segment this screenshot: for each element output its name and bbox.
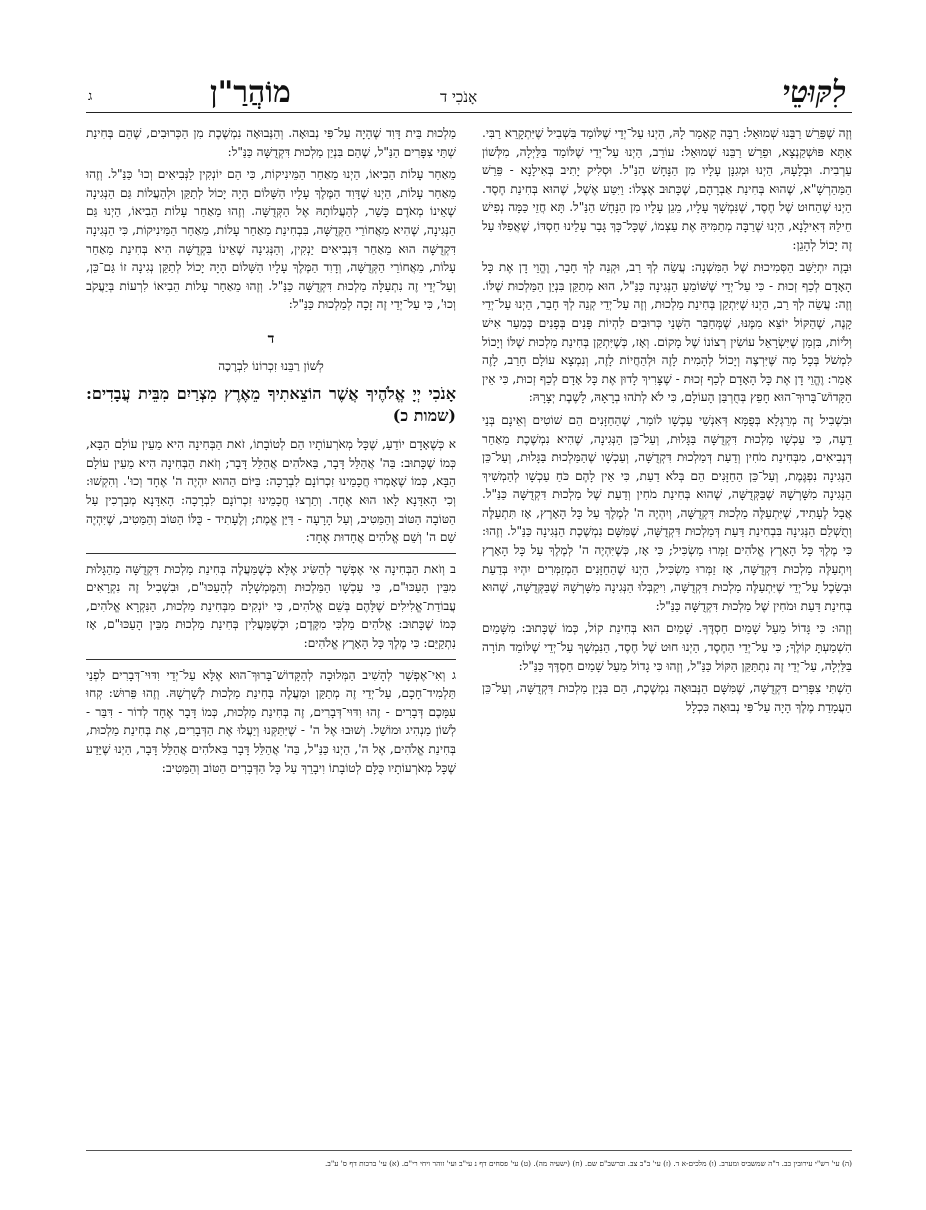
paragraph: וְזֶהוּ: כִּי גָּדוֹל מֵעַל שָׁמַיִם חַסְדֶּךָ. שָׁמַיִם הוּא בְּחִינַת קוֹל, כְּמוֹ שֶׁכָּתוּב: מִשָּׁמַיִם הִשְׁמַעְתָּ קוֹלֶךָ; כִּי עַל־יְדֵי הַחֶסֶד, הַיְנוּ חוּט שֶׁל חֶסֶד, הַנִּמְשָׁךְ עַל־יְדֵי שֶׁלּוֹמֵד תּוֹרָה בַּלַּיְלָה, עַל־יְדֵי זֶה נִתְתַּקֵּן הַקּוֹל כַּנַּ"ל, וְזֶהוּ כִּי גָדוֹל מֵעַל שָׁמַיִם חַסְדֶּךָ כַּנַּ"ל: [482,621,852,673]
header-rule [86,112,852,113]
paragraph: מַלְכוּת בֵּית דָּוִד שֶׁהָיָה עַל־פִּי נְבוּאָה. וְהַנְּבוּאָה נִמְשֶׁכֶת מִן הַכְּרוּבִים, שֶׁהֵם בְּחִינַת שְׁתֵּי צִפָּרִים הַנַּ"ל, שֶׁהֵם בִּנְיַן מַלְכוּת דִּקְדֻשָּׁה כַּנַּ"ל: [86,126,456,159]
footnotes: (ה) עי' רש"י עירובין כב. ד"ה שמשביס ומערב. (ו) מלכים-א ד. (ז) עי' ב"ב צב. וברשב"ם שם. (ח) (ישעיה מה). (ט) עי' פסחים דף נ עי"ב ועי' זוהר ויחי רי"ם. (א) עי' ברכות דף ס' ע"ב. [324,1159,852,1168]
paragraph: וּבִשְׁבִיל זֶה מְרַגְּלָא בְּפֻמָּא דְּאִנְשֵׁי עַכְשָׁו לוֹמַר, שֶׁהַחַזָּנִים הֵם שׁוֹטִים וְאֵינָם בְּנֵי דֵעָה, כִּי עַכְשָׁו מַלְכוּת דִּקְדֻשָּׁה בַּגָּלוּת, וְעַל־כֵּן הַנְּגִינָה, שֶׁהִיא נִמְשֶׁכֶת מֵאַחַר דְּנְבִיאִים, מִבְּחִינַת מֹחִין וְדַעַת דְּמַלְכוּת דִּקְדֻשָּׁה, וְעַכְשָׁו שֶׁהַמַּלְכוּת בַּגָּלוּת, וְעַל־כֵּן הַנְּגִינָה נִפְגֶּמֶת, וְעַל־כֵּן הַחַזָּנִים הֵם בְּלֹא דַעַת, כִּי אֵין לָהֶם כֹּחַ עַכְשָׁו לְהַמְשִׁיךְ הַנְּגִינָה מִשָּׁרְשָׁהּ שֶׁבַּקְּדֻשָּׁה, שֶׁהוּא בְּחִינַת מֹחִין וְדַעַת שֶׁל מַלְכוּת דִּקְדֻשָּׁה כַּנַּ"ל. אֲבָל לֶעָתִיד, שֶׁיִּתְעַלֶּה מַלְכוּת דִּקְדֻשָּׁה, וְיִהְיֶה ה' לְמֶלֶךְ עַל כָּל הָאָרֶץ, אָז תִּתְעַלֶּה וְתֻשְׁלַם הַנְּגִינָה בִּבְחִינַת דַּעַת דְּמַלְכוּת דִּקְדֻשָּׁה, שֶׁמִּשָּׁם נִמְשֶׁכֶת הַנְּגִינָה כַּנַּ"ל. וְזֶהוּ: כִּי מֶלֶךְ כָּל הָאָרֶץ אֱלֹהִים זַמְּרוּ מַשְׂכִּיל; כִּי אָז, כְּשֶׁיִּהְיֶה ה' לְמֶלֶךְ עַל כָּל הָאָרֶץ וְיִתְעַלֶּה מַלְכוּת דִּקְדֻשָּׁה, אָז זַמְּרוּ מַשְׂכִּיל, הַיְנוּ שֶׁהַחַזָּנִים הַמְזַמְּרִים יִהְיוּ בְּדַעַת וּבְשֵׂכֶל עַל־יְדֵי שֶׁיִּתְעַלֶּה מַלְכוּת דִּקְדֻשָּׁה, וִיקַבְּלוּ הַנְּגִינָה מִשָּׁרְשָׁהּ שֶׁבַּקְּדֻשָּׁה, שֶׁהוּא בְּחִינַת דַּעַת וּמֹחִין שֶׁל מַלְכוּת דִּקְדֻשָּׁה כַּנַּ"ל: [482,412,852,613]
header-page-number: ג [88,89,93,104]
footnote-rule [86,1150,852,1151]
section-verse: אָנֹכִי יְיָ אֱלֹהֶיךָ אֲשֶׁר הוֹצֵאתִיךָ מֵאֶרֶץ מִצְרַיִם מִבֵּית עֲבָדִים: (שמות כ) [86,384,456,426]
section-subtitle: לְשׁוֹן רַבֵּנוּ זִכְרוֹנוֹ לִבְרָכָה [218,358,324,373]
right-column [482,124,852,720]
header-section: אָנֹכִי ד [440,88,478,106]
divider [86,553,456,554]
paragraph: ב וְזֹאת הַבְּחִינָה אִי אֶפְשָׁר לְהַשִּׂיג אֶלָּא כְּשֶׁמַּעֲלֶה בְּחִינַת מַלְכוּת דִּקְדֻשָּׁה מֵהַגָּלוּת מִבֵּין הָעַכּוּ"ם, כִּי עַכְשָׁו הַמַּלְכוּת וְהַמֶּמְשָׁלָה לְהָעַכּוּ"ם, וּבִשְׁבִיל זֶה נִקְרָאִים עֲבוֹדַת־אֱלִילִים שֶׁלָּהֶם בְּשֵׁם אֱלֹהִים, כִּי יוֹנְקִים מִבְּחִינַת מַלְכוּת, הַנִּקְרָא אֱלֹהִים, כְּמוֹ שֶׁכָּתוּב: אֱלֹהִים מַלְכִּי מִקֶּדֶם; וּכְשֶׁמַּעֲלִין בְּחִינַת מַלְכוּת מִבֵּין הָעַכּוּ"ם, אָז נִתְקַיֵּם: כִּי מֶלֶךְ כָּל הָאָרֶץ אֱלֹהִים: [86,561,456,651]
header-title-left: מוֹהֲרַ"ן [210,75,291,110]
header-title-right: לִקּוּטֵי [782,75,846,110]
paragraph: הַשְׁתִּי צִפָּרִים דִּקְדֻשָּׁה, שֶׁמִּשָּׁם הַנְּבוּאָה נִמְשֶׁכֶת, הֵם בִּנְיַן מַלְכוּת דִּקְדֻשָּׁה, וְעַל־כֵּן הַעֲמָדַת מֶלֶךְ הָיָה עַל־פִּי נְבוּאָה כִּכְלָל [482,681,852,714]
paragraph: וּבָזֶה יִתְיַשֵּׁב הַסְּמִיכוּת שֶׁל הַמִּשְׁנָה: עֲשֵׂה לְךָ רַב, וּקְנֵה לְךָ חָבֵר, וֶהֱוֵי דָן אֶת כָּל הָאָדָם לְכַף זְכוּת - כִּי עַל־יְדֵי שֶׁשּׁוֹמֵעַ הַנְּגִינָה כַּנַּ"ל, הוּא מְתַקֵּן בִּנְיַן הַמַּלְכוּת שֶׁלּוֹ. וְזֶה: עֲשֵׂה לְךָ רַב, הַיְנוּ שֶׁיִּתְקַן בְּחִינַת מַלְכוּת, וְזֶה עַל־יְדֵי קְנֵה לְךָ חָבֵר, הַיְנוּ עַל־יְדֵי קָנֶה, שֶׁהַקּוֹל יוֹצֵא מִמֶּנּוּ, שֶׁמְּחַבֵּר הַשְּׁנֵי כְּרוּבִים לִהְיוֹת פָּנִים בְּפָנִים כְּמַעַר אִישׁ וְלֹיוֹת, בִּזְמַן שֶׁיִּשְׂרָאֵל עוֹשִׂין רְצוֹנוֹ שֶׁל מָקוֹם. וְאָז, כְּשֶׁיִּתְקַן בְּחִינַת מַלְכוּת שֶׁלּוֹ וְיָכוֹל לִמְשֹׁל בְּכָל מַה שֶּׁיִּרְצֶה וְיָכוֹל לְהָמִית לָזֶה וּלְהַחֲיוֹת לָזֶה, וְנִמְצָא עוֹלָם חָרֵב, לָזֶה אָמַר: וֶהֱוֵי דָן אֶת כָּל הָאָדָם לְכַף זְכוּת - שֶׁצָּרִיךְ לָדוּן אֶת כָּל אָדָם לְכַף זְכוּת, כִּי אֵין הַקָּדוֹשׁ־בָּרוּךְ־הוּא חָפֵץ בְּחֻרְבַּן הָעוֹלָם, כִּי לֹא לְתֹהוּ בְרָאָהּ, לָשֶׁבֶת יְצָרָהּ: [482,260,853,405]
paragraph: ג וְאִי־אֶפְשָׁר לְהָשִׁיב הַמְּלוּכָה לְהַקָּדוֹשׁ־בָּרוּךְ־הוּא אֶלָּא עַל־יְדֵי וִדּוּי־דְּבָרִים לִפְנֵי תַּלְמִיד־חָכָם, עַל־יְדֵי זֶה מְתַקֵּן וּמַעֲלֶה בְּחִינַת מַלְכוּת לְשָׁרְשָׁהּ. וְזֶהוּ פֵּרוּשׁ: קְחוּ עִמָּכֶם דְּבָרִים - זֶהוּ וִדּוּי־דְּבָרִים, זֶה בְּחִינַת מַלְכוּת, כְּמוֹ דָּבָר אֶחָד לְדוֹר - דִּבֵּר - לְשׁוֹן מַנְהִיג וּמוֹשֵׁל. וְשׁוּבוּ אֶל ה' - שֶׁיִּתַּקְּנוּ וְיַעֲלוּ אֶת הַדְּבָרִים, אֶת בְּחִינַת מַלְכוּת, בְּחִינַת אֱלֹהִים, אֶל ה', הַיְנוּ כַּנַּ"ל, בַּה' אֲהַלֵּל דָּבָר בֵּאלֹהִים אֲהַלֵּל דָּבָר, הַיְנוּ שֶׁיֵּדַע שֶׁכָּל מְאֹרְעוֹתָיו כֻּלָּם לְטוֹבָתוֹ וִיבָרֵךְ עַל כָּל הַדְּבָרִים הַטּוֹב וְהַמֵּטִיב: [86,667,456,775]
paragraph: א כְּשֶׁאָדָם יוֹדֵעַ, שֶׁכָּל מְאֹרְעוֹתָיו הֵם לְטוֹבָתוֹ, זֹאת הַבְּחִינָה הִיא מֵעֵין עוֹלָם הַבָּא, כְּמוֹ שֶׁכָּתוּב: בַּה' אֲהַלֵּל דָּבָר, בֵּאלֹהִים אֲהַלֵּל דָּבָר; וְזֹאת הַבְּחִינָה הִיא מֵעֵין עוֹלָם הַבָּא, כְּמוֹ שֶׁאָמְרוּ חֲכָמֵינוּ זִכְרוֹנָם לִבְרָכָה: בַּיּוֹם הַהוּא יִהְיֶה ה' אֶחָד וְכוּ'. וְהִקְשׁוּ: וְכִי הָאִדָּנָא לָאו הוּא אֶחָד. וְתֵרְצוּ חֲכָמֵינוּ זִכְרוֹנָם לִבְרָכָה: הָאִדָּנָא מְבָרְכִין עַל הַטּוֹבָה הַטּוֹב וְהַמֵּטִיב, וְעַל הָרָעָה - דַּיַּן אֱמֶת; וְלֶעָתִיד - כֻּלּוֹ הַטּוֹב וְהַמֵּטִיב, שֶׁיִּהְיֶה שֵׁם ה' וְשֵׁם אֱלֹהִים אֲחָדוּת אֶחָד: [86,437,456,545]
paragraph: מֵאַחַר עָלוֹת הֵבִיאוֹ, הַיְנוּ מֵאַחַר הַמֵּינִיקוֹת, כִּי הֵם יוֹנְקִין לַנְּבִיאִים וְכוּ' כַּנַּ"ל. וְזֶהוּ מֵאַחַר עָלוֹת, הַיְנוּ שֶׁדָּוִד הַמֶּלֶךְ עָלָיו הַשָּׁלוֹם הָיָה יָכוֹל לְתַקֵּן וּלְהַעֲלוֹת גַּם הַנְּגִינָה שֶׁאֵינוֹ מְאֹדֶם כָּשֵׁר, לְהַעֲלוֹתָהּ אֶל הַקְּדֻשָּׁה. וְזֶהוּ מֵאַחַר עָלוֹת הֵבִיאוֹ, הַיְנוּ גַּם הַנְּגִינָה, שֶׁהִיא מֵאֲחוֹרֵי הַקְּדֻשָּׁה, בִּבְחִינַת מֵאַחַר עָלוֹת, מֵאַחַר הַמֵּינִיקוֹת, כִּי הַנְּגִינָה דִּקְדֻשָּׁה הוּא מֵאַחַר דִּנְבִיאִים יַנְקִין, וְהַנְּגִינָה שֶׁאֵינוֹ בִּקְדֻשָּׁה הִיא בְּחִינַת מֵאַחַר עָלוֹת, מֵאֲחוֹרֵי הַקְּדֻשָּׁה, וְדָוִד הַמֶּלֶךְ עָלָיו הַשָּׁלוֹם הָיָה יָכוֹל לְתַקֵּן נְגִינָה זוֹ גַּם־כֵּן, וְעַל־יְדֵי זֶה נִתְעַלָּה מַלְכוּת דִּקְדֻשָּׁה כַּנַּ"ל. וְזֶהוּ מֵאַחַר עָלוֹת הֵבִיאוֹ לִרְעוֹת בְּיַעֲקֹב וְכוּ', כִּי עַל־יְדֵי זֶה זָכָה לְמַלְכוּת כַּנַּ"ל: [86,167,456,312]
section-letter: ד [267,330,275,347]
left-column [86,124,456,781]
paragraph: וְזֶה שֶׁפֵּרֵשׁ רַבֵּנוּ שְׁמוּאֵל: רַבָּה קָאָמַר לָהּ, הַיְנוּ עַל־יְדֵי שֶׁלּוֹמֵד בִּשְׁבִיל שֶׁיִּתְקָרֵא רַבִּי. אַתָּא פּוּשְׁקַנְצָא, וּפֵרֵשׁ רַבֵּנוּ שְׁמוּאֵל: עוֹרֵב, הַיְנוּ עַל־יְדֵי שֶׁלּוֹמֵד בַּלַּיְלָה, מִלְּשׁוֹן עַרְבִית. וּבְלָעָהּ, הַיְנוּ וּמְגִנָּן עָלָיו מִן הַנָּחָשׁ הַנַּ"ל. וּסְלִיק יָתִיב בְּאִילָנָא - פֵּרֵשׁ הַמַּהַרְשָׁ"א, שֶׁהוּא בְּחִינַת אַבְרָהָם, שֶׁכָּתוּב אֶצְלוֹ: וַיִּטַּע אֶשֶׁל, שֶׁהוּא בְּחִינַת חֶסֶד. הַיְנוּ שֶׁהַחוּט שֶׁל חֶסֶד, שֶׁנִּמְשָׁךְ עָלָיו, מֵגֵן עָלָיו מִן הַנָּחָשׁ הַנַּ"ל. תָּא חֲזֵי כַּמָּה נְפִישׁ חֵילֵהּ דְּאִילָנָא, הַיְנוּ שֶׁרַבָּה מְתַמִּיהַּ אֶת עַצְמוֹ, שֶׁכָּל־כָּךְ גָּבַר עָלֵינוּ חַסְדּוֹ, שֶׁאֲפִלּוּ עַל זֶה יָכוֹל לְהָגֵן: [482,126,852,252]
divider [86,659,456,660]
